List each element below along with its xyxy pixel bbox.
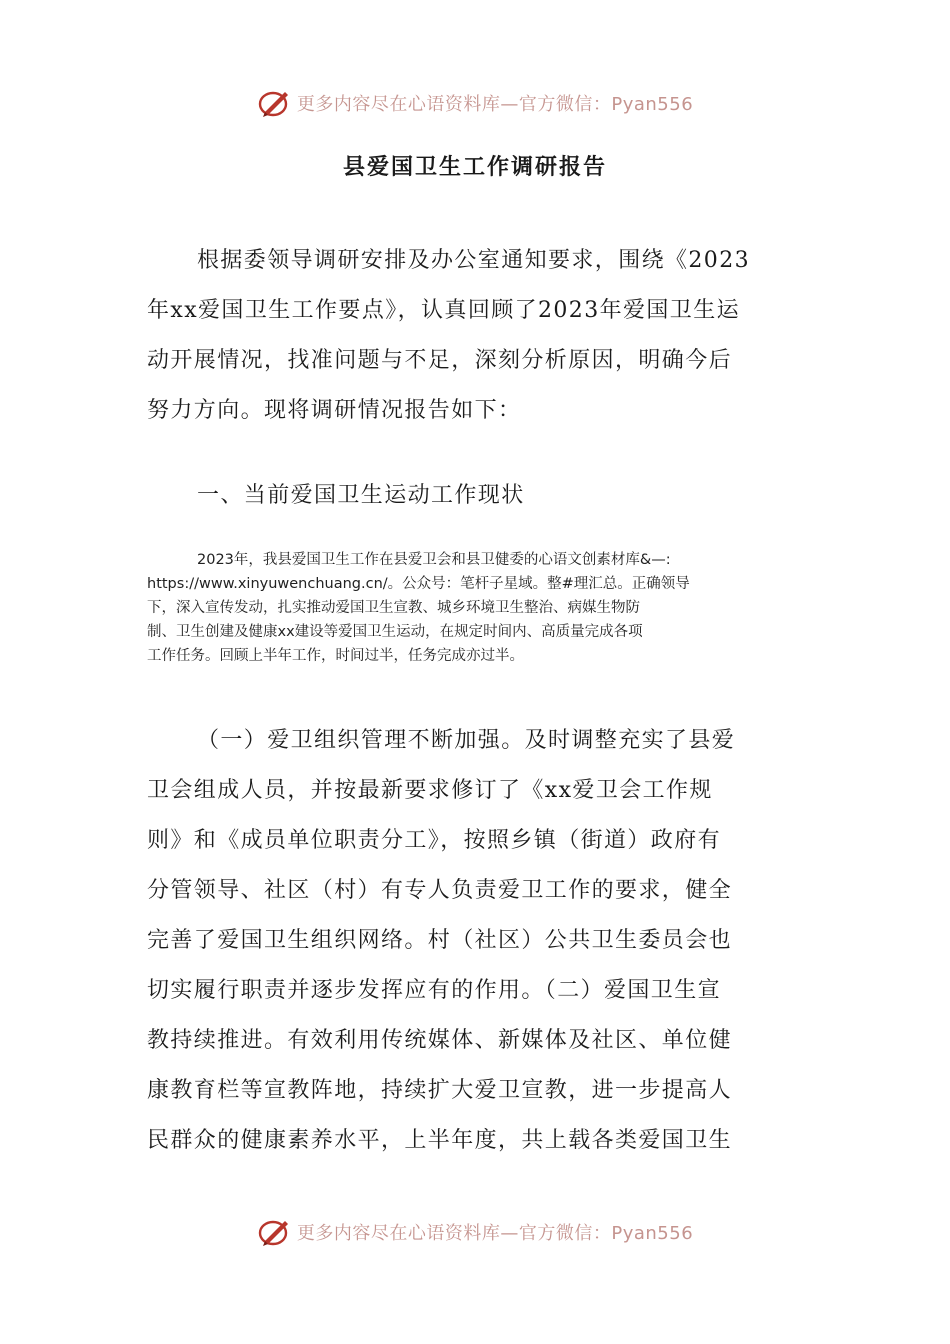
document-title: 县爱国卫生工作调研报告: [342, 155, 607, 180]
pen-logo-icon: [257, 86, 293, 120]
body-line-9: 民群众的健康素养水平，上半年度，共上载各类爱国卫生: [147, 1128, 733, 1153]
section-heading: 一、当前爱国卫生运动工作现状: [197, 483, 525, 508]
watermark-text: 更多内容尽在心语资料库—官方微信：Pyan556: [296, 1223, 694, 1244]
intro-line-2: 年xx爱国卫生工作要点》，认真回顾了2023年爱国卫生运: [147, 298, 741, 323]
intro-line-1: 根据委领导调研安排及办公室通知要求，围绕《2023: [197, 248, 750, 273]
small-line-3: 下，深入宣传发动，扎实推动爱国卫生宣教、城乡环境卫生整治、病媒生物防: [147, 600, 640, 616]
footer-watermark: [0, 1212, 950, 1252]
small-line-4: 制、卫生创建及健康xx建设等爱国卫生运动，在规定时间内、高质量完成各项: [147, 624, 643, 640]
body-line-2: 卫会组成人员，并按最新要求修订了《xx爱卫会工作规: [147, 778, 713, 803]
small-line-1: 2023年，我县爱国卫生工作在县爱卫会和县卫健委的心语文创素材库&—:: [197, 552, 671, 568]
body-line-8: 康教育栏等宣教阵地，持续扩大爱卫宣教，进一步提高人: [147, 1078, 733, 1103]
body-line-4: 分管领导、社区（村）有专人负责爱卫工作的要求，健全: [147, 878, 733, 903]
header-watermark: [0, 83, 950, 123]
body-line-6: 切实履行职责并逐步发挥应有的作用。（二）爱国卫生宣: [147, 978, 722, 1003]
body-line-7: 教持续推进。有效利用传统媒体、新媒体及社区、单位健: [147, 1028, 733, 1053]
pen-logo-icon: [257, 1215, 293, 1249]
intro-line-3: 动开展情况，找准问题与不足，深刻分析原因，明确今后: [147, 348, 733, 373]
watermark-text: 更多内容尽在心语资料库—官方微信：Pyan556: [296, 94, 694, 115]
small-line-5: 工作任务。回顾上半年工作，时间过半，任务完成亦过半。: [147, 648, 524, 664]
body-line-5: 完善了爱国卫生组织网络。村（社区）公共卫生委员会也: [147, 928, 733, 953]
intro-line-4: 努力方向。现将调研情况报告如下：: [147, 398, 522, 423]
body-line-1: （一）爱卫组织管理不断加强。及时调整充实了县爱: [197, 728, 736, 753]
body-line-3: 则》和《成员单位职责分工》，按照乡镇（街道）政府有: [147, 828, 722, 853]
small-line-2: https://www.xinyuwenchuang.cn/。公众号：笔杆子星域。整#理汇总。正确领导: [147, 576, 690, 592]
